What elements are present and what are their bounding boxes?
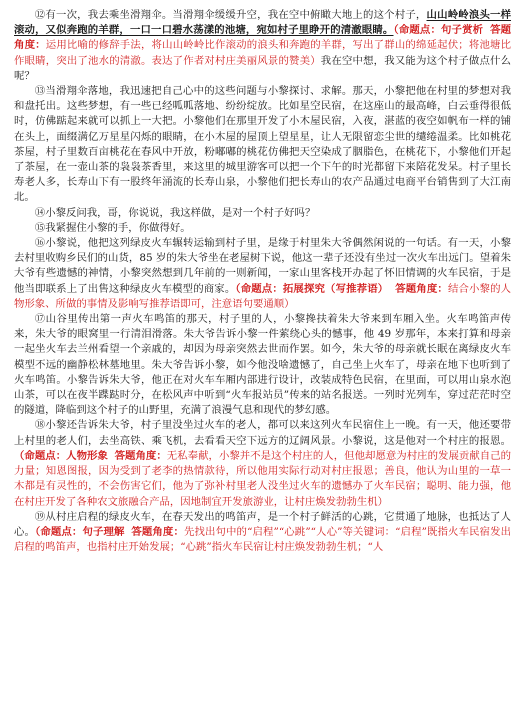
note-type: 句子赏析 [441,24,484,37]
underlined-sentence: 山山岭岭浪头一样滚动，又似奔跑的羊群，一口一口碧水荡漾的池塘，宛如村子里睁开的清澈眼睛。 [14,9,512,37]
paragraph-18: ⑱小黎还告诉朱大爷，村子里没坐过火车的老人，都可以来这列火车民宿住上一晚。有一天，他还要带上村里的老人们，去坐高铁、乘飞机，去看看天空下远方的辽阔风景。小黎说，这是他对一个村庄的报恩。（命题点：人物形象 答题角度：无私奉献，小黎并不是这个村庄的人，但他却愿意为村庄的发展贡献自己的力量；知恩图报，因为受到了老李的热情款待，所以他用实际行动对村庄报恩；善良，他认为山里的一草一木都是有灵性的，不会伤害它们，他为了弥补村里老人没坐过火车的遗憾办了火车民宿；聪明、能力强，他在村庄开发了各种农文旅融合产品，因地制宜开发旅游业，让村庄焕发勃勃生机） [14,419,512,508]
paragraph-19: ⑲从村庄启程的绿皮火车，在春天发出的鸣笛声，是一个村子鲜活的心跳，它贯通了地脉，也抵达了人心。（命题点：句子理解 答题角度：先找出句中的“启程”“心跳”“人心”等关键词：“启程”既指火车民宿发出启程的鸣笛声，也指村庄开始发展；“心跳”指火车民宿让村庄焕发勃勃生机；“人 [14,510,512,554]
note-label: （命题点： [393,24,441,37]
paragraph-15: ⑮我紧握住小黎的手，你做得好。 [34,221,191,234]
paragraph-12: ⑫有一次，我去乘坐滑翔伞。当滑翔伞缓缓升空，我在空中俯瞰大地上的这个村子，山山岭岭浪头一样滚动，又似奔跑的羊群，一口一口碧水荡漾的池塘，宛如村子里睁开的清澈眼睛。（命题点：句子赏析 答题角度：运用比喻的修辞手法，将山山岭岭比作滚动的浪头和奔跑的羊群，写出了群山的绵延起伏；将池塘比作眼睛，突出了池水的清澈。表达了作者对村庄美丽风景的赞美）我在空中想，我又能为这个村子做点什么呢？ [14,9,512,82]
note-angle-label: 答题角度： [131,525,184,538]
note-text: 结合小黎的人物形象、所做的事情及影响写推荐语即可，注意语句要通顺） [14,282,512,310]
note-type: 句子理解 [82,525,125,538]
paragraph-13: ⑬当滑翔伞落地，我迅速把自己心中的这些问题与小黎探讨、求解。那天，小黎把他在村里的梦想对我和盘托出。这些梦想，有一些已经呱呱落地、纷纷绽放。比如星空民宿，在这座山的最高峰，白云垂得很低时，仿佛踮起来就可以抓上一大把。小黎他们在那里开发了小木屋民宿，入夜，湛蓝的夜空如帆布一样的铺在头上，面缀满亿万星星闪烁的眼睛，在小木屋的屋顶上望星星，让人无限留恋尘世的缱绻温柔。比如桃花茶屋，村子里数百亩桃花在春风中开放，粉嘟嘟的桃花仿佛把天空染成了胭脂色，在桃花下，小黎他们开起了茶屋，在一壶山茶的袅袅茶香里，来这里的城里游客可以把一个下午的时光都留下来陪花发呆。村子里长寿老人多，长寿山下有一股终年涌流的长寿山泉，小黎他们把长寿山的农产品通过电商平台销售到了大江南北。 [14,85,512,204]
note-text: 先找出句中的“启程”“心跳”“人心”等关键词：“启程”既指火车民宿发出启程的鸣笛声，也指村庄开始发展；“心跳”指火车民宿让村庄焕发勃勃生机；“人 [14,525,512,554]
paragraph-17: ⑰山谷里传出第一声火车鸣笛的那天，村子里的人，小黎搀扶着朱大爷来到车厢入坐。火车鸣笛声传来，朱大爷的眼窝里一行清泪滑落。朱大爷告诉小黎一件萦绕心头的憾事，他 49 岁那年，本来打算和母亲一起坐火车去兰州看望一个亲戚的，却因为母亲突然去世而作罢。如今，朱大爷的母亲就长眠在离绿皮火车模型不远的幽静松林墓地里。朱大爷告诉小黎，如今他没啥遗憾了，自己坐上火车了，母亲在地下也听到了火车鸣笛。小黎告诉朱大爷，他正在对火车车厢内部进行设计，改装成特色民宿，在里面，可以用山泉水泡山茶，可以在夜半蹀跶时分，在松风声中听到“火车报站员”传来的站名报送。一列时光列车，穿过茫茫时空的隧道，降临到这个村子的山野里，充满了浪漫气息和现代的梦幻感。 [14,313,512,417]
note-angle-label: 答题角度： [114,449,167,462]
note-type: 拓展探究（写推荐语） [282,282,389,295]
note-angle-label: 答题角度： [395,282,448,295]
note-label: （命题点： [35,525,83,538]
note-label: （命题点： [235,282,283,295]
note-angle-label: 答题角度： [14,24,512,52]
paragraph-14: ⑭小黎反问我，哥，你说说，我这样做，是对一个村子好吗？ [34,206,316,219]
note-type: 人物形象 [66,449,108,462]
paragraph-16: ⑯小黎说，他把这列绿皮火车辗转运输到村子里，是缘于村里朱大爷偶然闲说的一句话。有一天，小黎去村里收购乡民们的山货，85 岁的朱大爷坐在老屋树下说，他这一辈子还没有坐过一次火车出远门。望着朱大爷有些遗憾的神情，小黎突然想到几年前的一则新闻，一家山里客栈开办起了怀旧情调的火车民宿，于是他当即联系上了出售这种绿皮火车模型的商家。（命题点：拓展探究（写推荐语） 答题角度：结合小黎的人物形象、所做的事情及影响写推荐语即可，注意语句要通顺） [14,237,512,310]
note-label: （命题点： [14,449,67,462]
note-text: 运用比喻的修辞手法，将山山岭岭比作滚动的浪头和奔跑的羊群，写出了群山的绵延起伏；将池塘比作眼睛，突出了池水的清澈。表达了作者对村庄美丽风景的赞美） [14,39,512,67]
note-text: 无私奉献，小黎并不是这个村庄的人，但他却愿意为村庄的发展贡献自己的力量；知恩图报，因为受到了老李的热情款待，所以他用实际行动对村庄报恩；善良，他认为山里的一草一木都是有灵性的，不会伤害它们，他为了弥补村里老人没坐过火车的遗憾办了火车民宿；聪明、能力强，他在村庄开发了各种农文旅融合产品，因地制宜开发旅游业，让村庄焕发勃勃生机） [14,449,512,508]
